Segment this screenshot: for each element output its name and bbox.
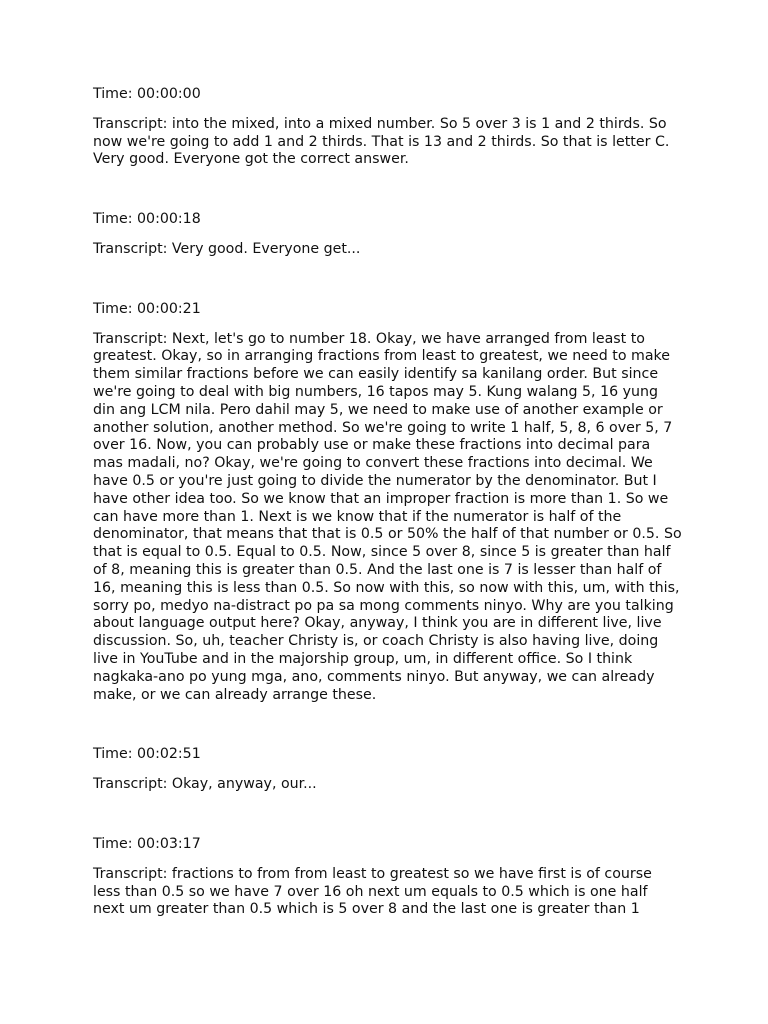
transcript-entry <box>93 86 683 169</box>
timestamp: Time: 00:02:51 <box>93 746 201 763</box>
timestamp: Time: 00:00:00 <box>93 86 201 102</box>
transcript-entry <box>93 301 683 705</box>
transcript-text: Transcript: into the mixed, into a mixed number. So 5 over 3 is 1 and 2 thirds. So now we're going to add 1 and 2 thirds. That is 13 and 2 thirds. So that is letter C. Very good. Everyone got the correct answer. <box>93 115 670 168</box>
transcript-text: Transcript: Okay, anyway, our... <box>93 776 317 793</box>
transcript-text: Transcript: Very good. Everyone get... <box>93 240 361 257</box>
transcript-text: Transcript: Next, let's go to number 18. Okay, we have arranged from least to greatest. Okay, so in arranging fractions from least to greatest, we need to make them similar fractions before we can easily identify sa kanilang order. But since we're going to deal with big numbers, 16 tapos may 5. Kung walang 5, 16 yung din ang LCM nila. Pero dahil may 5, we need to make use of another example or another solution, another method. So we're going to write 1 half, 5, 8, 6 over 5, 7 over 16. Now, you can probably use or make these fractions into decimal para mas madali, no? Okay, we're going to convert these fractions into decimal. We have 0.5 or you're just going to divide the numerator by the denominator. But I have other idea too. So we know that an improper fraction is more than 1. So we can have more than 1. Next is we know that if the numerator is half of the denominator, that means that that is 0.5 or 50% the half of that number or 0.5. So that is equal to 0.5. Equal to 0.5. Now, since 5 over 8, since 5 is greater than half of 8, meaning this is greater than 0.5. And the last one is 7 is lesser than half of 16, meaning this is less than 0.5. So now with this, so now with this, um, with this, sorry po, medyo na-distract po pa sa mong comments ninyo. Why are you talking about language output here? Okay, anyway, I think you are in different live, live discussion. So, uh, teacher Christy is, or coach Christy is also having live, doing live in YouTube and in the majorship group, um, in different office. So I think nagkaka-ano po yung mga, ano, comments ninyo. But anyway, we can already make, or we can already arrange these. <box>93 330 682 703</box>
transcript-text: Transcript: fractions to from from least to greatest so we have first is of course less than 0.5 so we have 7 over 16 oh next um equals to 0.5 which is one half next um greater than 0.5 which is 5 over 8 and the last one is greater than 1 <box>93 865 652 918</box>
transcript-document <box>93 86 683 961</box>
transcript-entry <box>93 836 683 919</box>
timestamp: Time: 00:03:17 <box>93 835 201 852</box>
timestamp: Time: 00:00:18 <box>93 211 201 228</box>
transcript-entry <box>93 211 683 259</box>
timestamp: Time: 00:00:21 <box>93 300 201 317</box>
transcript-entry <box>93 746 683 794</box>
